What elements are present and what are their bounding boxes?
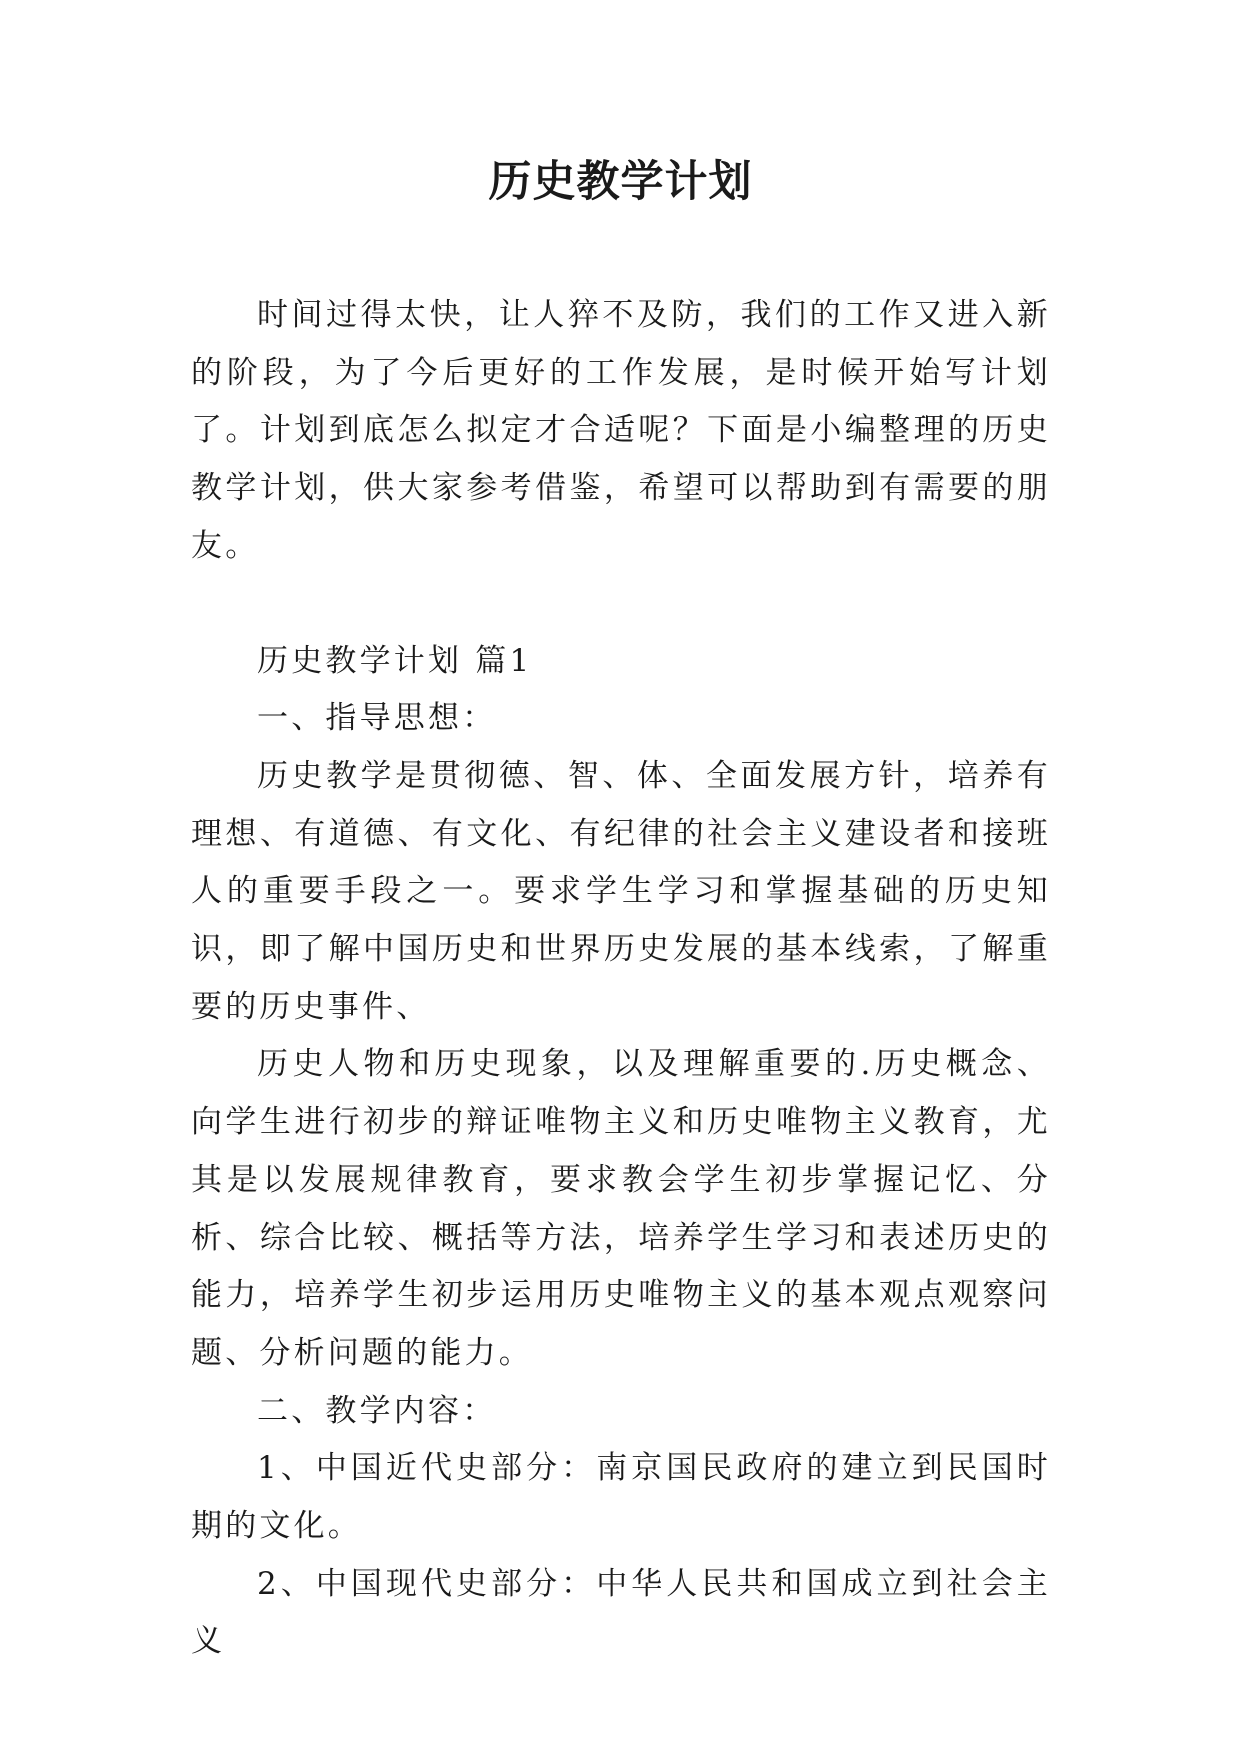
document-title: 历史教学计划 bbox=[488, 157, 753, 207]
spacer bbox=[191, 576, 1051, 633]
part1-paragraph-1: 历史教学是贯彻德、智、体、全面发展方针，培养有理想、有道德、有文化、有纪律的社会主义建设者和接班人的重要手段之一。要求学生学习和掌握基础的历史知识，即了解中国历史和世界历史发展的基本线索，了解重要的历史事件、 bbox=[191, 757, 1051, 1025]
section-heading: 历史教学计划 篇1 bbox=[257, 642, 533, 679]
intro-paragraph: 时间过得太快，让人猝不及防，我们的工作又进入新的阶段，为了今后更好的工作发展，是时候开始写计划了。计划到底怎么拟定才合适呢？下面是小编整理的历史教学计划，供大家参考借鉴，希望可以帮助到有需要的朋友。 bbox=[191, 297, 1051, 564]
part2-item-2: 2、中国现代史部分：中华人民共和国成立到社会主义 bbox=[191, 1565, 1051, 1660]
part1-paragraph-2: 历史人物和历史现象，以及理解重要的.历史概念、向学生进行初步的辩证唯物主义和历史唯物主义教育，尤其是以发展规律教育，要求教会学生初步掌握记忆、分析、综合比较、概括等方法，培养学生学习和表述历史的能力，培养学生初步运用历史唯物主义的基本观点观察问题、分析问题的能力。 bbox=[191, 1046, 1051, 1371]
document-body bbox=[191, 287, 1051, 1671]
part2-heading: 二、教学内容： bbox=[257, 1392, 497, 1429]
part1-heading: 一、指导思想： bbox=[257, 700, 497, 737]
part2-item-1: 1、中国近代史部分：南京国民政府的建立到民国时期的文化。 bbox=[191, 1450, 1051, 1545]
